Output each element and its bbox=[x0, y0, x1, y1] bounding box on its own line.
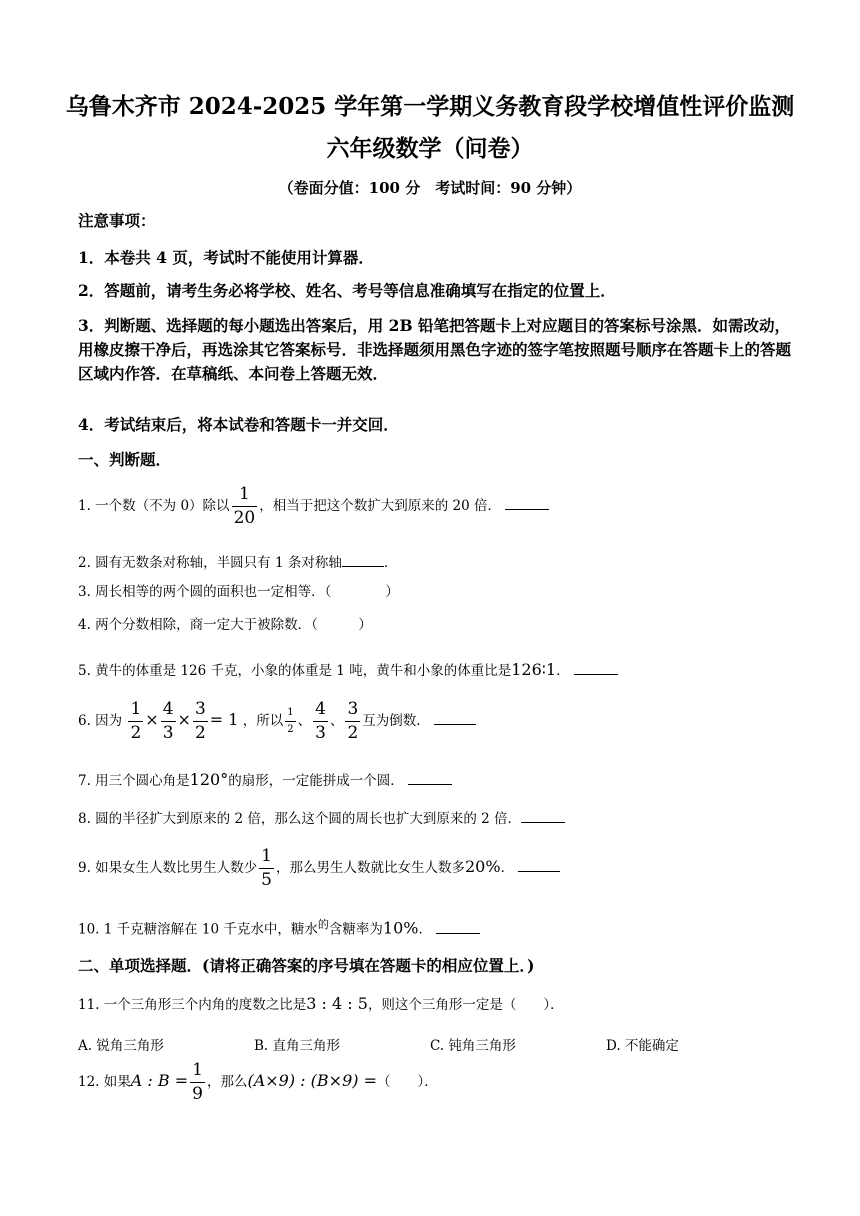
fraction: $\frac{1}{20}$ bbox=[233, 484, 256, 528]
question-3: 3. 周长相等的两个圆的面积也一定相等．（ ） bbox=[78, 584, 399, 600]
answer-blank[interactable] bbox=[408, 770, 452, 785]
notice-item: 3．判断题、选择题的每小题选出答案后，用 2B 铅笔把答题卡上对应题目的答案标号涂黑．如需改动，用橡皮擦干净后，再选涂其它答案标号．非选择题须用黑色字迹的签字笔按照题号顺序在答题卡上的答题区域内作答．在草稿纸、本问卷上答题无效． bbox=[78, 316, 792, 383]
notice-item: 1．本卷共 4 页，考试时不能使用计算器． bbox=[78, 248, 374, 267]
question-8: 8. 圆的半径扩大到原来的 2 倍，那么这个圆的周长也扩大到原来的 2 倍． bbox=[78, 808, 808, 829]
answer-blank[interactable] bbox=[342, 552, 384, 567]
exam-title: 乌鲁木齐市 2024-2025 学年第一学期义务教育段学校增值性评价监测 bbox=[65, 93, 795, 120]
answer-blank[interactable] bbox=[436, 919, 480, 934]
notice-heading: 注意事项： bbox=[78, 211, 156, 230]
exam-meta: （卷面分值：100 分 考试时间：90 分钟） bbox=[278, 179, 582, 197]
question-11: 11. 一个三角形三个内角的度数之比是3 : 4 : 5，则这个三角形一定是（ ）． bbox=[78, 994, 564, 1013]
question-10: 10. 1 千克糖溶解在 10 千克水中，糖水$^的$含糖率为10%． bbox=[78, 915, 808, 940]
option-a[interactable]: A. 锐角三角形 bbox=[78, 1038, 164, 1054]
question-6: 6. 因为 $\frac{1}{2}$ × $\frac{4}{3}$ × $\frac{3}{2}$ = 1 ，所以 $\frac{1}{2}$ 、 $\frac{4}{3}$ 、 $\frac{3}{2}$ 互为倒数． bbox=[78, 701, 808, 742]
question-5: 5. 黄牛的体重是 126 千克，小象的体重是 1 吨，黄牛和小象的体重比是126∶1． bbox=[78, 660, 808, 681]
option-d[interactable]: D. 不能确定 bbox=[606, 1038, 679, 1054]
option-b[interactable]: B. 直角三角形 bbox=[254, 1038, 341, 1054]
section-heading-judgement: 一、判断题． bbox=[78, 450, 172, 469]
answer-blank[interactable] bbox=[518, 857, 560, 872]
question-9: 9. 如果女生人数比男生人数少 $\frac{1}{5}$ ，那么男生人数就比女生人数多20%． bbox=[78, 848, 808, 889]
answer-blank[interactable] bbox=[434, 710, 476, 725]
answer-blank[interactable] bbox=[574, 660, 618, 675]
option-c[interactable]: C. 钝角三角形 bbox=[430, 1038, 516, 1054]
question-2: 2. 圆有无数条对称轴，半圆只有 1 条对称轴 ． bbox=[78, 552, 808, 573]
question-12: 12. 如果A : B = $\frac{1}{9}$ ，那么(A×9) : (B×9) =（ ）． bbox=[78, 1060, 438, 1104]
question-4: 4. 两个分数相除，商一定大于被除数．（ ） bbox=[78, 617, 372, 633]
question-1: 1. 一个数（不为 0）除以 $\frac{1}{20}$ ，相当于把这个数扩大到原来的 20 倍． bbox=[78, 486, 808, 527]
notice-item: 4．考试结束后，将本试卷和答题卡一并交回． bbox=[78, 415, 399, 434]
notice-item: 2．答题前，请考生务必将学校、姓名、考号等信息准确填写在指定的位置上． bbox=[78, 281, 616, 300]
question-7: 7. 用三个圆心角是120°的扇形，一定能拼成一个圆． bbox=[78, 770, 808, 791]
answer-blank[interactable] bbox=[521, 808, 565, 823]
section-heading-choice: 二、单项选择题．(请将正确答案的序号填在答题卡的相应位置上．) bbox=[78, 956, 535, 975]
exam-subtitle: 六年级数学（问卷） bbox=[326, 135, 534, 162]
answer-blank[interactable] bbox=[505, 495, 549, 510]
